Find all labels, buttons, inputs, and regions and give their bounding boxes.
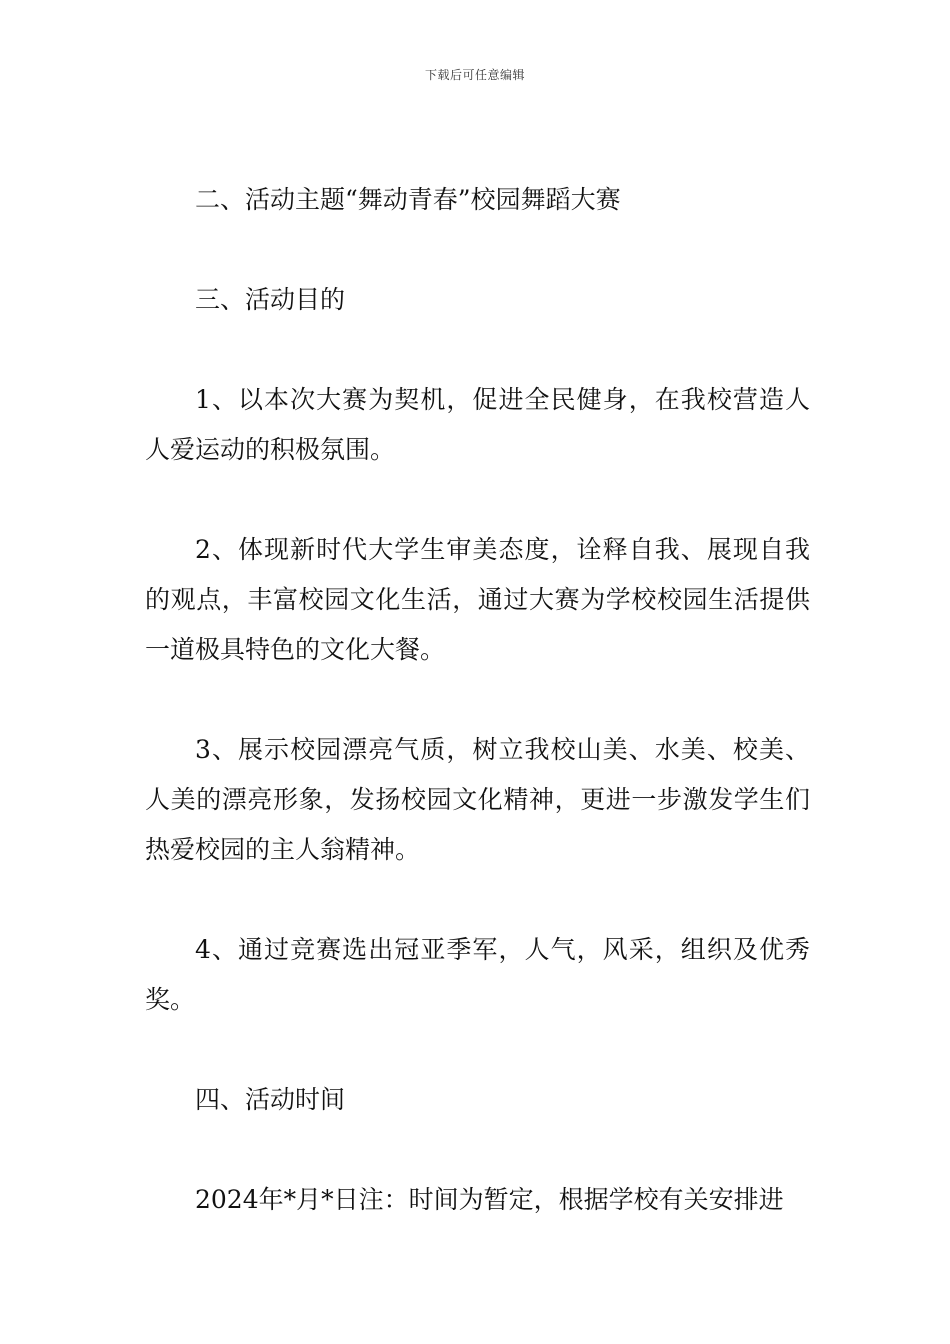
section-heading-theme: 二、活动主题“舞动青春”校园舞蹈大赛 — [195, 185, 621, 214]
section-heading-purpose: 三、活动目的 — [195, 285, 346, 314]
document-body — [145, 175, 810, 1225]
purpose-item-2: 2、体现新时代大学生审美态度，诠释自我、展现自我的观点，丰富校园文化生活，通过大赛为学校校园生活提供一道极具特色的文化大餐。 — [145, 535, 810, 664]
purpose-item-3: 3、展示校园漂亮气质，树立我校山美、水美、校美、人美的漂亮形象，发扬校园文化精神，更进一步激发学生们热爱校园的主人翁精神。 — [145, 735, 810, 864]
purpose-item-1: 1、以本次大赛为契机，促进全民健身，在我校营造人人爱运动的积极氛围。 — [145, 385, 810, 464]
header-note: 下载后可任意编辑 — [424, 68, 525, 82]
section-heading-time: 四、活动时间 — [195, 1085, 346, 1114]
purpose-item-4: 4、通过竞赛选出冠亚季军，人气，风采，组织及优秀奖。 — [145, 935, 810, 1014]
time-paragraph: 2024年*月*日注：时间为暂定，根据学校有关安排进 — [195, 1185, 784, 1214]
